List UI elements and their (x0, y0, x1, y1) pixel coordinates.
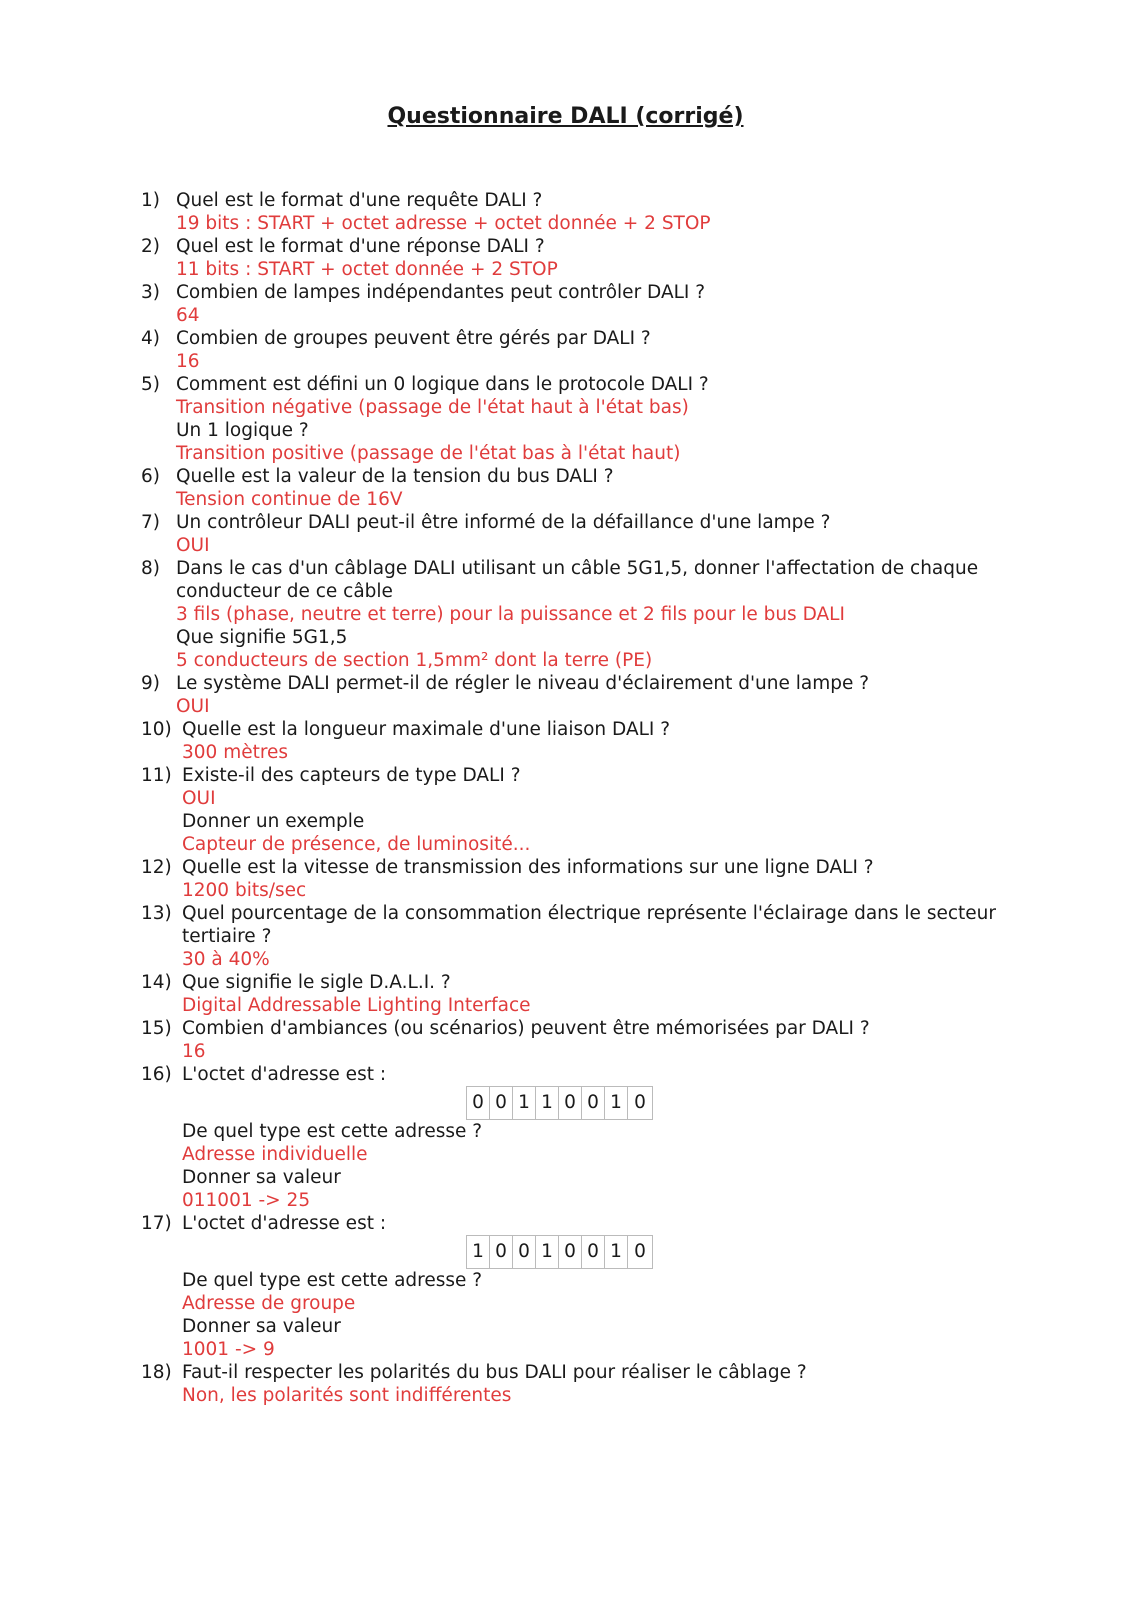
question-text-continued-line (0, 925, 1131, 948)
question-text: Quel pourcentage de la consommation électrique représente l'éclairage dans le secteur (182, 903, 996, 924)
question-text: L'octet d'adresse est : (182, 1064, 387, 1085)
sub-answer-text-line (0, 1189, 1131, 1212)
sub-answer-text: Capteur de présence, de luminosité... (182, 834, 531, 855)
answer-text-line (0, 304, 1131, 327)
sub-answer-text-line (0, 1143, 1131, 1166)
bit-cell: 0 (559, 1087, 582, 1119)
answer-text-line (0, 488, 1131, 511)
answer-text-line (0, 695, 1131, 718)
question-text: Combien de lampes indépendantes peut contrôler DALI ? (176, 282, 706, 303)
question-number: 3) (141, 282, 160, 303)
question-number: 16) (141, 1064, 172, 1085)
answer-text-line (0, 212, 1131, 235)
question-text: Faut-il respecter les polarités du bus DALI pour réaliser le câblage ? (182, 1362, 807, 1383)
sub-answer-text-line (0, 649, 1131, 672)
question-number: 12) (141, 857, 172, 878)
answer-text: 30 à 40% (182, 949, 270, 970)
question-number: 14) (141, 972, 172, 993)
answer-text: 1200 bits/sec (182, 880, 307, 901)
answer-text: 16 (182, 1041, 206, 1062)
sub-question-text-line (0, 1269, 1131, 1292)
question-number: 17) (141, 1213, 172, 1234)
bit-cell: 0 (513, 1236, 536, 1268)
sub-answer-text-line (0, 1292, 1131, 1315)
question-text: Combien de groupes peuvent être gérés par DALI ? (176, 328, 651, 349)
question-text: Quelle est la longueur maximale d'une liaison DALI ? (182, 719, 671, 740)
bit-cell: 0 (490, 1087, 513, 1119)
question-text: Quel est le format d'une requête DALI ? (176, 190, 543, 211)
answer-text: 64 (176, 305, 200, 326)
answer-text: Digital Addressable Lighting Interface (182, 995, 531, 1016)
sub-question-text: De quel type est cette adresse ? (182, 1121, 483, 1142)
question-text-line (0, 511, 1131, 534)
question-text-line (0, 902, 1131, 925)
answer-text: 300 mètres (182, 742, 289, 763)
question-number: 1) (141, 190, 160, 211)
answer-text-line (0, 603, 1131, 626)
sub-answer-text: Adresse de groupe (182, 1293, 356, 1314)
answer-text-line (0, 741, 1131, 764)
question-text-line (0, 373, 1131, 396)
sub-answer-text: 1001 -> 9 (182, 1339, 275, 1360)
question-list (0, 189, 1131, 1407)
bit-cells (466, 1235, 653, 1269)
answer-text: 3 fils (phase, neutre et terre) pour la puissance et 2 fils pour le bus DALI (176, 604, 845, 625)
bit-cell: 0 (634, 1092, 646, 1113)
question-text: Quelle est la valeur de la tension du bus DALI ? (176, 466, 614, 487)
question-text-line (0, 557, 1131, 580)
sub-question-text: Un 1 logique ? (176, 420, 309, 441)
sub-question-text-line (0, 626, 1131, 649)
answer-text-line (0, 948, 1131, 971)
answer-text-line (0, 258, 1131, 281)
question-text-line (0, 672, 1131, 695)
question-number: 10) (141, 719, 172, 740)
question-text-line (0, 1361, 1131, 1384)
bit-cell: 0 (490, 1236, 513, 1268)
bit-cell: 0 (559, 1236, 582, 1268)
sub-question-text-line (0, 810, 1131, 833)
answer-text: Transition négative (passage de l'état haut à l'état bas) (176, 397, 689, 418)
sub-answer-text: 011001 -> 25 (182, 1190, 311, 1211)
question-text-line (0, 856, 1131, 879)
bit-cell: 1 (467, 1236, 490, 1268)
sub-answer-text-line (0, 442, 1131, 465)
answer-text-line (0, 787, 1131, 810)
sub-question-text: Donner sa valeur (182, 1167, 341, 1188)
question-number: 6) (141, 466, 160, 487)
answer-text-line (0, 879, 1131, 902)
question-number: 15) (141, 1018, 172, 1039)
answer-text-line (0, 1384, 1131, 1407)
bit-cells (466, 1086, 653, 1120)
sub-question-text: Donner un exemple (182, 811, 365, 832)
sub-answer-text: Adresse individuelle (182, 1144, 368, 1165)
question-text-line (0, 1063, 1131, 1086)
sub-answer-text: 5 conducteurs de section 1,5mm² dont la terre (PE) (176, 650, 653, 671)
sub-question-text-line (0, 1315, 1131, 1338)
sub-answer-text: Transition positive (passage de l'état bas à l'état haut) (176, 443, 681, 464)
bit-cell: 1 (513, 1087, 536, 1119)
sub-answer-text-line (0, 833, 1131, 856)
question-text-continued: tertiaire ? (182, 926, 272, 947)
question-number: 9) (141, 673, 160, 694)
answer-text-line (0, 1040, 1131, 1063)
question-text-line (0, 465, 1131, 488)
question-text-continued-line (0, 580, 1131, 603)
answer-text-line (0, 994, 1131, 1017)
question-number: 8) (141, 558, 160, 579)
question-text: Comment est défini un 0 logique dans le protocole DALI ? (176, 374, 709, 395)
address-byte-table (0, 1235, 1131, 1269)
bit-cell: 1 (536, 1087, 559, 1119)
question-text: Combien d'ambiances (ou scénarios) peuvent être mémorisées par DALI ? (182, 1018, 870, 1039)
answer-text-line (0, 396, 1131, 419)
answer-text: 11 bits : START + octet donnée + 2 STOP (176, 259, 558, 280)
question-text: Que signifie le sigle D.A.L.I. ? (182, 972, 451, 993)
answer-text: OUI (176, 696, 210, 717)
question-text-line (0, 189, 1131, 212)
question-number: 11) (141, 765, 172, 786)
question-text: Dans le cas d'un câblage DALI utilisant un câble 5G1,5, donner l'affectation de chaque (176, 558, 979, 579)
question-text: Existe-il des capteurs de type DALI ? (182, 765, 521, 786)
bit-cell: 0 (582, 1236, 605, 1268)
answer-text: 16 (176, 351, 200, 372)
sub-question-text-line (0, 419, 1131, 442)
sub-question-text-line (0, 1166, 1131, 1189)
question-text: L'octet d'adresse est : (182, 1213, 387, 1234)
question-text-line (0, 1212, 1131, 1235)
answer-text: OUI (176, 535, 210, 556)
question-text-line (0, 235, 1131, 258)
question-number: 4) (141, 328, 160, 349)
question-number: 18) (141, 1362, 172, 1383)
question-text-continued: conducteur de ce câble (176, 581, 393, 602)
bit-cell: 0 (634, 1241, 646, 1262)
question-text-line (0, 1017, 1131, 1040)
sub-question-text: Que signifie 5G1,5 (176, 627, 348, 648)
answer-text: 19 bits : START + octet adresse + octet donnée + 2 STOP (176, 213, 711, 234)
bit-cell: 1 (536, 1236, 559, 1268)
question-text: Quelle est la vitesse de transmission des informations sur une ligne DALI ? (182, 857, 874, 878)
address-byte-table (0, 1086, 1131, 1120)
bit-cell: 1 (605, 1087, 628, 1119)
bit-cell: 1 (605, 1236, 628, 1268)
answer-text: OUI (182, 788, 216, 809)
question-text-line (0, 764, 1131, 787)
question-text-line (0, 327, 1131, 350)
question-text-line (0, 971, 1131, 994)
answer-text-line (0, 350, 1131, 373)
sub-question-text-line (0, 1120, 1131, 1143)
bit-cell: 0 (582, 1087, 605, 1119)
bit-cell: 0 (467, 1087, 490, 1119)
sub-answer-text-line (0, 1338, 1131, 1361)
sub-question-text: De quel type est cette adresse ? (182, 1270, 483, 1291)
question-text: Quel est le format d'une réponse DALI ? (176, 236, 545, 257)
question-number: 7) (141, 512, 160, 533)
answer-text: Non, les polarités sont indifférentes (182, 1385, 512, 1406)
question-text: Un contrôleur DALI peut-il être informé de la défaillance d'une lampe ? (176, 512, 831, 533)
sub-question-text: Donner sa valeur (182, 1316, 341, 1337)
page-title: Questionnaire DALI (corrigé) (387, 104, 744, 129)
question-number: 13) (141, 903, 172, 924)
question-text-line (0, 281, 1131, 304)
question-text: Le système DALI permet-il de régler le niveau d'éclairement d'une lampe ? (176, 673, 870, 694)
answer-text: Tension continue de 16V (176, 489, 403, 510)
question-number: 5) (141, 374, 160, 395)
question-text-line (0, 718, 1131, 741)
answer-text-line (0, 534, 1131, 557)
question-number: 2) (141, 236, 160, 257)
